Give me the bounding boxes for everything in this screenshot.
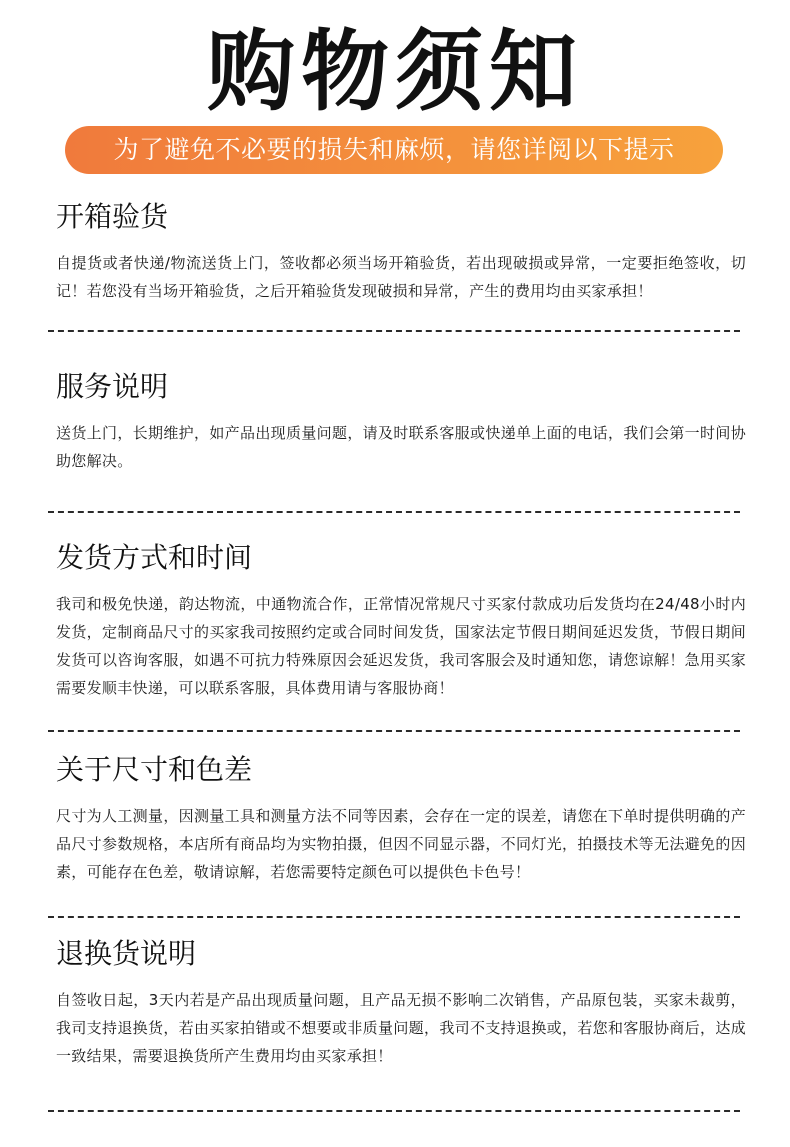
section-body: 自提货或者快递/物流送货上门，签收都必须当场开箱验货，若出现破损或异常，一定要拒绝签收，切记！若您没有当场开箱验货，之后开箱验货发现破损和异常，产生的费用均由买家承担！ (56, 254, 746, 300)
section-divider (48, 916, 740, 918)
section-divider (48, 730, 740, 732)
section-title: 发货方式和时间 (56, 541, 253, 574)
section-divider (48, 511, 740, 513)
section-body: 送货上门，长期维护，如产品出现质量问题，请及时联系客服或快递单上面的电话，我们会第一时间协助您解决。 (56, 424, 746, 470)
section-title: 服务说明 (56, 370, 169, 403)
section-service (56, 369, 746, 475)
section-size-color (56, 752, 746, 886)
section-divider (48, 1110, 740, 1112)
section-title: 关于尺寸和色差 (56, 753, 253, 786)
section-divider (48, 330, 740, 332)
notice-banner: 为了避免不必要的损失和麻烦，请您详阅以下提示 (65, 126, 723, 174)
section-body: 尺寸为人工测量，因测量工具和测量方法不同等因素，会存在一定的误差，请您在下单时提供明确的产品尺寸参数规格，本店所有商品均为实物拍摄，但因不同显示器，不同灯光，拍摄技术等无法避免的因素，可能存在色差，敬请谅解，若您需要特定颜色可以提供色卡色号！ (56, 807, 746, 881)
section-unboxing (56, 199, 746, 305)
section-body: 自签收日起，3天内若是产品出现质量问题，且产品无损不影响二次销售，产品原包装，买家未裁剪，我司支持退换货，若由买家拍错或不想要或非质量问题，我司不支持退换或，若您和客服协商后，达成一致结果，需要退换货所产生费用均由买家承担！ (56, 991, 746, 1065)
page-title: 购物须知 (206, 20, 583, 123)
section-title: 开箱验货 (56, 200, 169, 233)
section-title: 退换货说明 (56, 937, 197, 970)
section-returns (56, 936, 746, 1070)
section-shipping (56, 540, 746, 702)
section-body: 我司和极免快递，韵达物流，中通物流合作，正常情况常规尺寸买家付款成功后发货均在24/48小时内发货，定制商品尺寸的买家我司按照约定或合同时间发货，国家法定节假日期间延迟发货，节假日期间发货可以咨询客服，如遇不可抗力特殊原因会延迟发货，我司客服会及时通知您，请您谅解！急用买家需要发顺丰快递，可以联系客服，具体费用请与客服协商！ (56, 595, 746, 697)
